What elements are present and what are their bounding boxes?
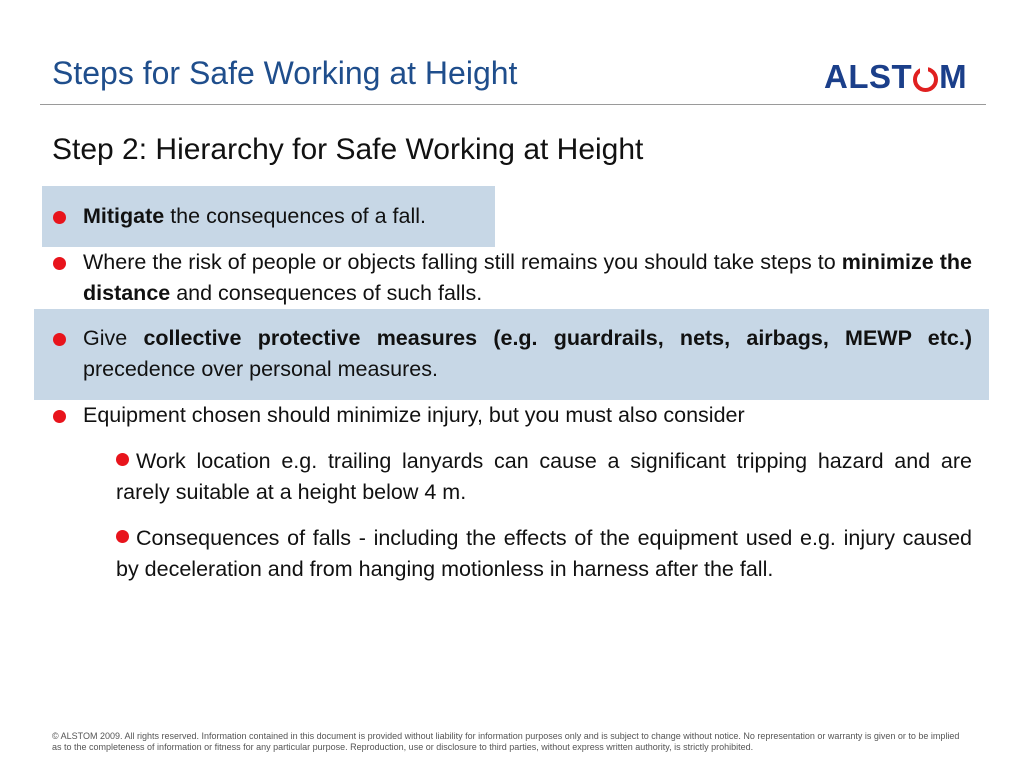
bullet-text-after: and consequences of such falls.	[170, 281, 483, 305]
copyright-footer: © ALSTOM 2009. All rights reserved. Information contained in this document is provided without liability for information purposes only and is subject to change without notice. No representation or warranty is given or to be implied as to the completeness of information or fitness for any particular purpose. Reproduction, use or disclosure to third parties, without express written authority, is strictly prohibited.	[52, 731, 960, 752]
bullet-dot-icon	[53, 257, 66, 270]
bullet-bold: Mitigate	[83, 204, 165, 228]
bullet-item-minimize	[83, 247, 972, 309]
bullet-text-after: precedence over personal measures.	[83, 357, 438, 381]
bullet-text: Equipment chosen should minimize injury, but you must also consider	[83, 403, 745, 427]
bullet-dot-icon	[116, 530, 129, 543]
bullet-text: the consequences of a fall.	[164, 204, 426, 228]
logo-text-right: M	[939, 58, 968, 95]
bullet-item-mitigate	[83, 201, 493, 232]
bullet-dot-icon	[53, 211, 66, 224]
bullet-bold: collective protective measures (e.g. guardrails, nets, airbags, MEWP etc.)	[143, 326, 972, 350]
logo-ring-icon	[913, 67, 938, 92]
sub-bullet-work-location	[116, 446, 972, 508]
alstom-logo	[824, 58, 967, 96]
slide-subtitle: Step 2: Hierarchy for Safe Working at Height	[52, 133, 644, 166]
sub-bullet-text: Work location e.g. trailing lanyards can cause a significant tripping hazard and are rarely suitable at a height below 4 m.	[116, 449, 972, 504]
bullet-text-before: Give	[83, 326, 144, 350]
bullet-bold: minimize the distance	[83, 250, 973, 305]
sub-bullet-consequences	[116, 523, 972, 585]
bullet-dot-icon	[116, 453, 129, 466]
sub-bullet-text: Consequences of falls - including the effects of the equipment used e.g. injury caused by deceleration and from hanging motionless in harness after the fall.	[116, 526, 972, 581]
title-divider	[40, 104, 986, 105]
bullet-dot-icon	[53, 333, 66, 346]
bullet-item-equipment	[83, 400, 972, 431]
bullet-item-collective	[83, 323, 972, 385]
slide-title: Steps for Safe Working at Height	[52, 55, 518, 91]
bullet-dot-icon	[53, 410, 66, 423]
bullet-text-before: Where the risk of people or objects falling still remains you should take steps to	[83, 250, 842, 274]
logo-text-left: ALST	[824, 58, 913, 95]
